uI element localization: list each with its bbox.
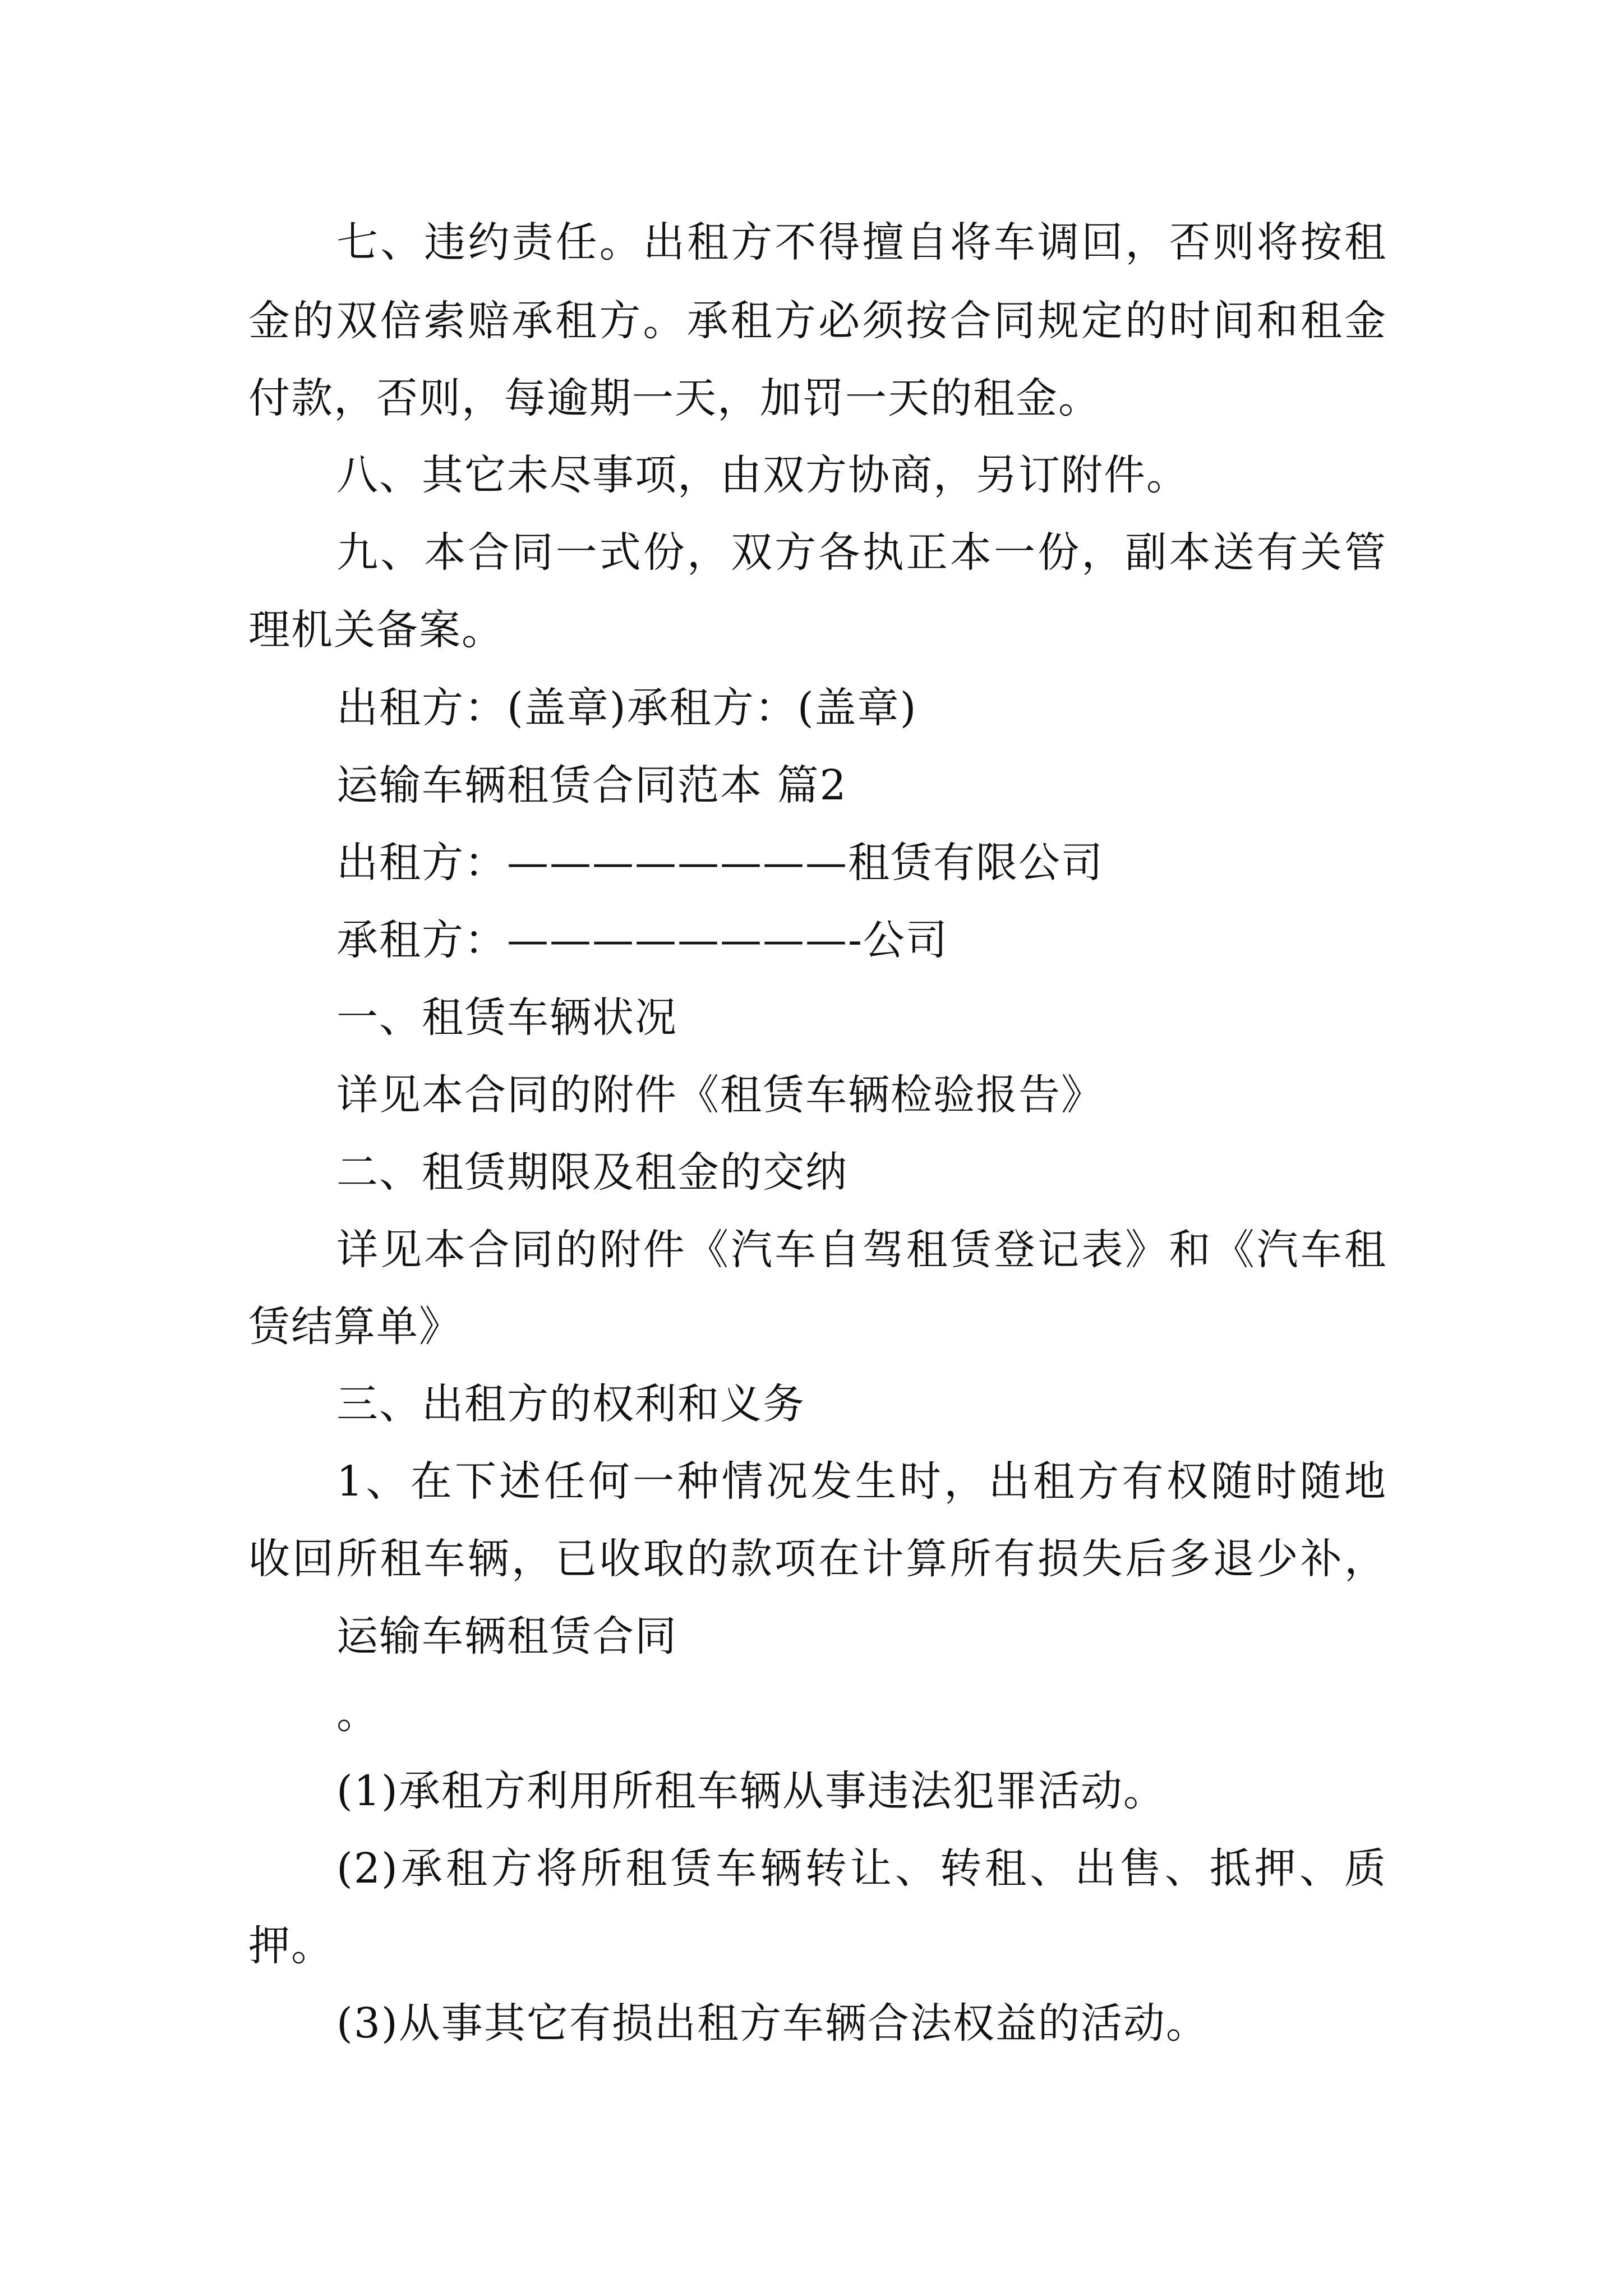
text-line: (1)承租方利用所租车辆从事违法犯罪活动。 (336, 1767, 1166, 1815)
text-line: 九、本合同一式份，双方各执正本一份，副本送有关管 (336, 528, 1387, 577)
text-line: 金的双倍索赔承租方。承租方必须按合同规定的时间和租金 (248, 297, 1387, 345)
text-line: 1、在下述任何一种情况发生时，出租方有权随时随地 (336, 1457, 1387, 1506)
text-line: 一、租赁车辆状况 (336, 993, 677, 1042)
text-line: 押。 (248, 1922, 334, 1970)
text-line: 详见本合同的附件《租赁车辆检验报告》 (336, 1071, 1104, 1119)
text-line: 付款，否则，每逾期一天，加罚一天的租金。 (248, 374, 1101, 422)
text-line: 二、租赁期限及租金的交纳 (336, 1148, 848, 1197)
text-line: 出租方：————————租赁有限公司 (336, 839, 1104, 887)
text-line: 三、出租方的权利和义务 (336, 1380, 805, 1428)
section-heading: 运输车辆租赁合同范本 篇2 (336, 761, 847, 809)
text-line: 详见本合同的附件《汽车自驾租赁登记表》和《汽车租 (336, 1226, 1387, 1274)
text-line: 七、违约责任。出租方不得擅自将车调回，否则将按租 (336, 218, 1387, 266)
text-line: 理机关备案。 (248, 606, 504, 654)
text-line: (3)从事其它有损出租方车辆合法权益的活动。 (336, 1999, 1209, 2047)
text-line: 运输车辆租赁合同 (336, 1612, 677, 1660)
text-line: (2)承租方将所租赁车辆转让、转租、出售、抵押、质 (336, 1844, 1387, 1893)
text-line: 承租方：————————-公司 (336, 916, 949, 964)
text-line: 赁结算单》 (248, 1303, 462, 1351)
text-line: 八、其它未尽事项，由双方协商，另订附件。 (336, 451, 1189, 499)
text-line: 。 (336, 1690, 379, 1738)
text-line: 出租方：(盖章)承租方：(盖章) (336, 684, 917, 732)
text-line: 收回所租车辆，已收取的款项在计算所有损失后多退少补， (248, 1535, 1387, 1583)
